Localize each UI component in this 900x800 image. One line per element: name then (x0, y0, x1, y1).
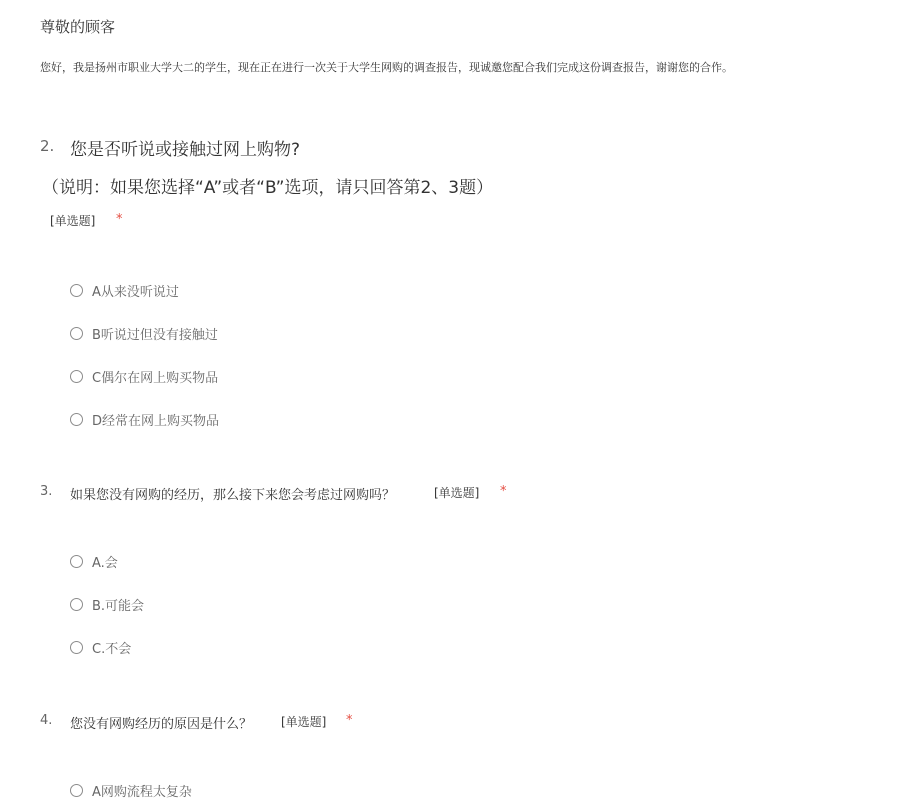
intro-title: 尊敬的顾客 (40, 18, 116, 36)
question-number: 3. (40, 484, 53, 499)
radio-button[interactable] (70, 555, 83, 568)
option-2a[interactable] (70, 281, 179, 299)
option-2b[interactable] (70, 324, 218, 342)
option-4a[interactable] (70, 781, 192, 799)
option-3c[interactable] (70, 638, 131, 656)
option-3a[interactable] (70, 552, 118, 570)
option-3b[interactable] (70, 595, 144, 613)
required-mark: * (116, 212, 123, 227)
radio-button[interactable] (70, 370, 83, 383)
question-title: 您没有网购经历的原因是什么？ (70, 717, 253, 732)
option-label: B.可能会 (92, 598, 145, 614)
radio-button[interactable] (70, 641, 83, 654)
question-type: [单选题] (50, 214, 96, 228)
option-label: A网购流程太复杂 (92, 784, 192, 800)
question-note: （说明：如果您选择“A”或者“B”选项，请只回答第2、3题） (42, 178, 494, 198)
option-2c[interactable] (70, 367, 218, 385)
question-type: [单选题] (434, 486, 480, 500)
radio-button[interactable] (70, 598, 83, 611)
radio-button[interactable] (70, 784, 83, 797)
question-title: 您是否听说或接触过网上购物? (70, 140, 301, 160)
radio-button[interactable] (70, 284, 83, 297)
question-type: [单选题] (281, 715, 327, 729)
intro-text: 您好，我是扬州市职业大学大二的学生，现在正在进行一次关于大学生网购的调查报告，现诚邀您配合我们完成这份调查报告，谢谢您的合作。 (40, 61, 733, 74)
question-number: 4. (40, 713, 53, 728)
required-mark: * (500, 484, 507, 499)
option-label: A.会 (92, 555, 118, 571)
question-title: 如果您没有网购的经历，那么接下来您会考虑过网购吗？ (70, 488, 396, 503)
required-mark: * (346, 713, 353, 728)
radio-button[interactable] (70, 327, 83, 340)
option-label: C偶尔在网上购买物品 (92, 370, 219, 386)
option-label: C.不会 (92, 641, 132, 657)
option-label: A从来没听说过 (92, 284, 179, 300)
radio-button[interactable] (70, 413, 83, 426)
question-number: 2. (40, 137, 55, 155)
option-label: B听说过但没有接触过 (92, 327, 218, 343)
option-label: D经常在网上购买物品 (92, 413, 220, 429)
option-2d[interactable] (70, 410, 219, 428)
